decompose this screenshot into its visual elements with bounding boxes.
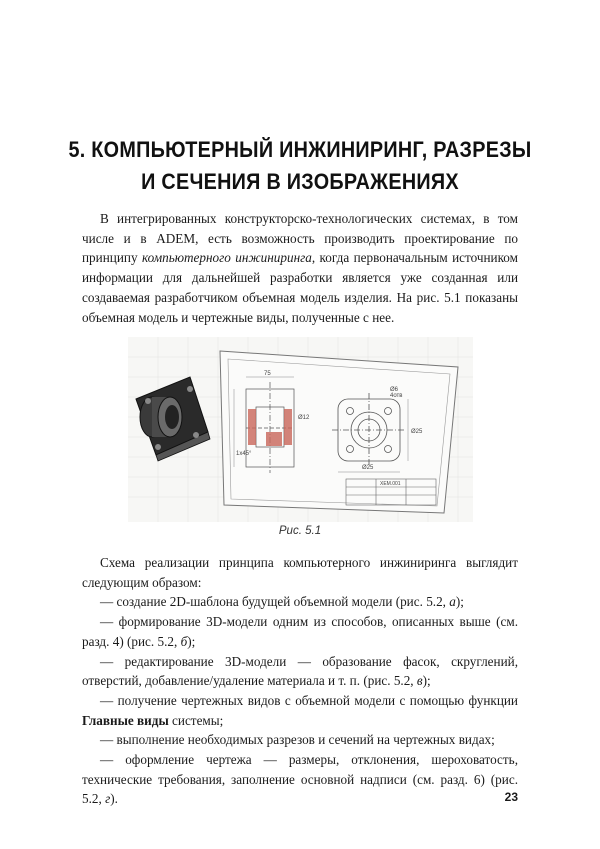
scheme-item-2: — формирование 3D-модели одним из способов, описанных выше (см. разд. 4) (рис. 5.2, б);: [82, 614, 518, 649]
intro-text-1: В интегрированных конструкторско-технологических системах, в том числе и в ADEM, есть возможность производить проектирование по принципу: [82, 211, 518, 266]
scheme-item-3: — редактирование 3D-модели — образование фасок, скруглений, отверстий, добавление/удаление материала и т. п. (рис. 5.2, в);: [82, 653, 518, 689]
chapter-title-line2: И СЕЧЕНИЯ В ИЗОБРАЖЕНИЯХ: [141, 169, 459, 194]
title-block-label: ХЕМ.001: [380, 481, 401, 487]
chapter-title-line1: 5. КОМПЬЮТЕРНЫЙ ИНЖИНИРИНГ, РАЗРЕЗЫ: [68, 137, 532, 162]
drawing-sheet: [220, 351, 458, 513]
figure-5-1: [128, 337, 473, 522]
dim-label-4: Ø25: [362, 465, 374, 471]
scheme-intro: Схема реализации принципа компьютерного инжиниринга выглядит следующим образом:: [82, 555, 518, 590]
dim-label-3: 1х45°: [236, 451, 252, 457]
scheme-item-6: — оформление чертежа — размеры, отклонения, шероховатость, технические требования, заполнение основной надписи (см. разд. 6) (рис. 5.2, г).: [82, 752, 518, 807]
dim-label-2: 4отв: [390, 393, 403, 399]
scheme-item-1: — создание 2D-шаблона будущей объемной модели (рис. 5.2, а);: [100, 594, 464, 610]
figure-caption: Рис. 5.1: [278, 525, 322, 537]
page-number: 23: [504, 790, 518, 804]
intro-text-2: , когда первоначальным источником информации для дальнейшей разработки является уже созданная или создаваемая разработчиком объемная модель изделия. На рис. 5.1 показаны объемная модель и чертежные виды, полученные с нее.: [82, 250, 518, 325]
scheme-paragraph: [82, 553, 518, 809]
intro-italic-term: компьютерного инжиниринга: [141, 250, 312, 266]
dim-label-5: 75: [264, 371, 271, 377]
dim-label-6: Ø12: [298, 415, 310, 421]
intro-paragraph: [82, 209, 518, 327]
chapter-title: [66, 134, 534, 198]
scheme-item-4: — получение чертежных видов с объемной модели с помощью функции Главные виды системы;: [82, 692, 518, 728]
scheme-item-5: — выполнение необходимых разрезов и сечений на чертежных видах;: [100, 732, 495, 748]
dim-label-1: Ø6: [390, 387, 399, 393]
dim-label-7: Ø25: [411, 429, 423, 435]
